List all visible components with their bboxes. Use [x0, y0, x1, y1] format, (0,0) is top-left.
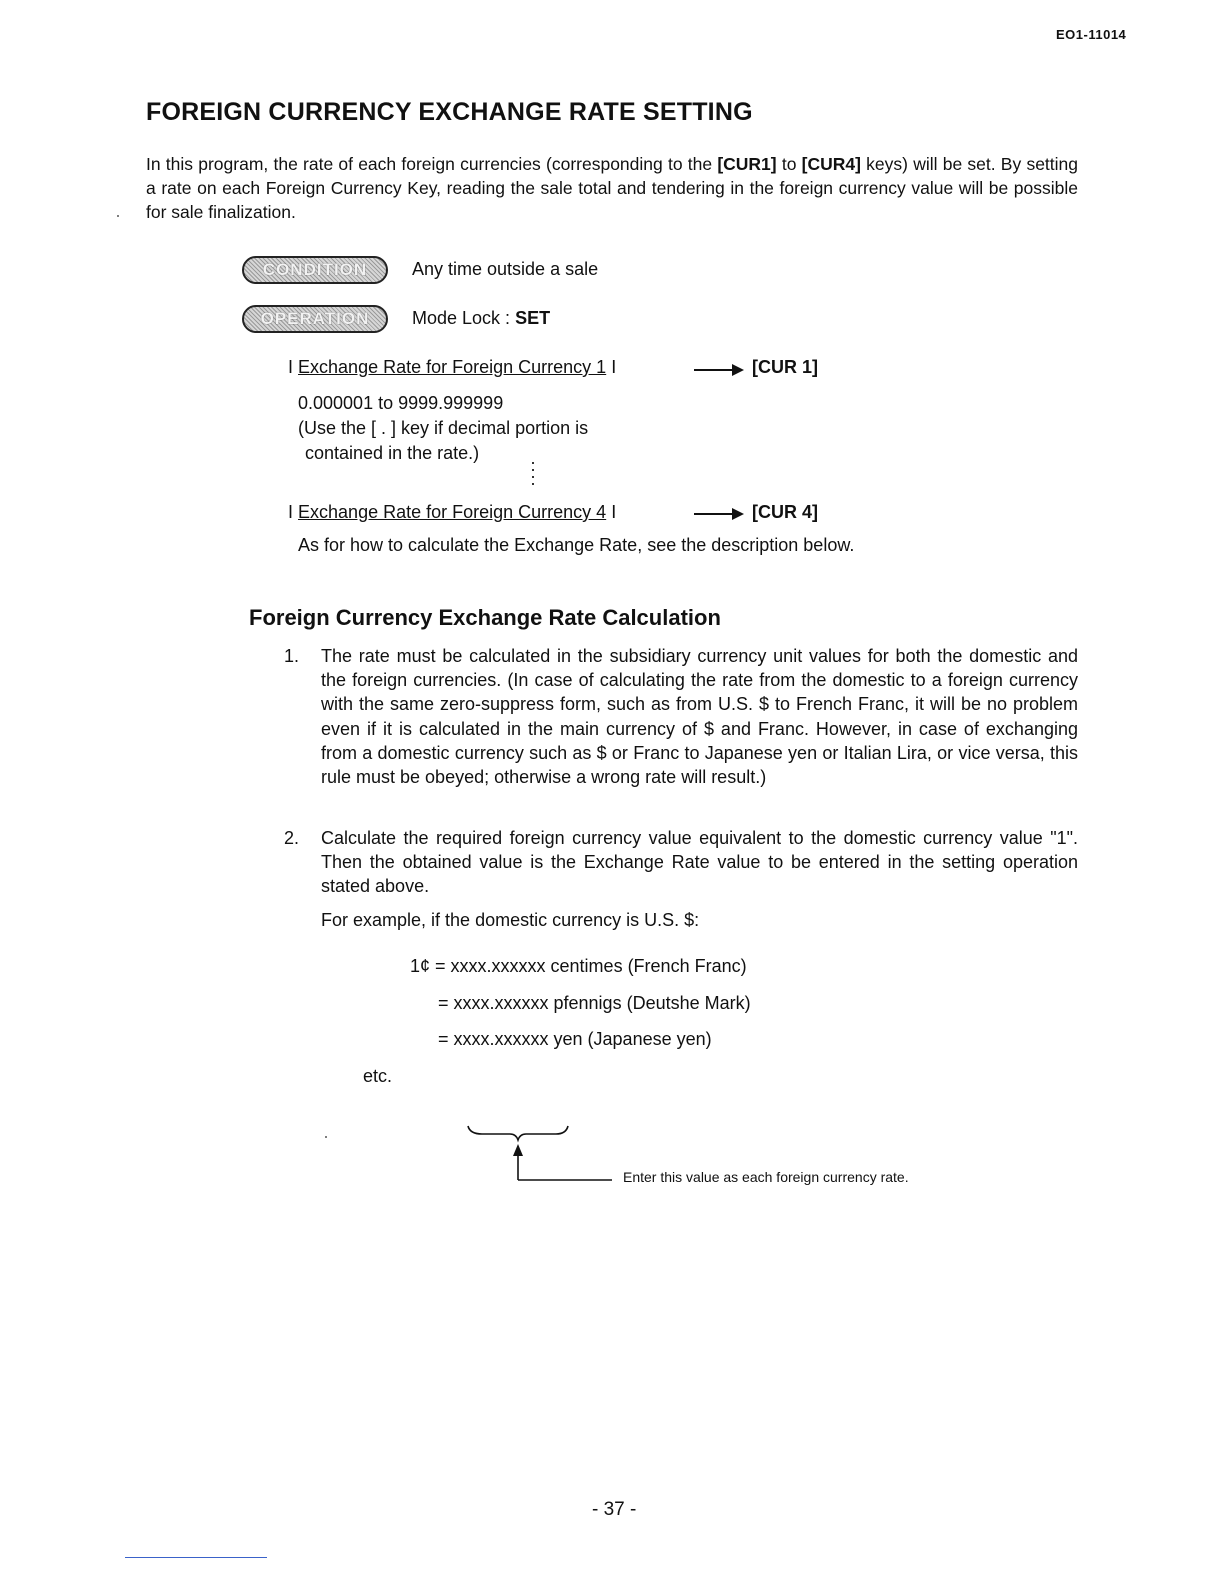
page-title: FOREIGN CURRENCY EXCHANGE RATE SETTING	[146, 98, 753, 126]
decimal-note-line-1: (Use the [ . ] key if decimal portion is	[298, 418, 589, 438]
example-intro: For example, if the domestic currency is U.S. $:	[321, 910, 700, 930]
intro-paragraph	[146, 152, 1078, 224]
etc-text: etc.	[363, 1066, 393, 1086]
list-item-number: 1.	[284, 646, 300, 666]
intro-text-3: keys) will be set. By setting a rate on each Foreign Currency Key, reading the sale total and tendering in the foreign currency value will be possible for sale finalization.	[146, 154, 1079, 222]
step-rate-currency-1	[288, 357, 616, 378]
section-subtitle: Foreign Currency Exchange Rate Calculation	[249, 605, 721, 630]
cur1-key: [CUR 1]	[752, 357, 818, 377]
scan-speck	[325, 1136, 327, 1138]
equation-line-2: = xxxx.xxxxxx pfennigs (Deutshe Mark)	[438, 993, 751, 1013]
cur4-key: [CUR 4]	[752, 502, 818, 522]
cur4-key-ref: [CUR4]	[801, 154, 861, 174]
step-label: Exchange Rate for Foreign Currency 4	[298, 502, 607, 522]
step-bar-right: I	[611, 357, 617, 377]
step-rate-currency-4	[288, 502, 616, 523]
list-item-number: 2.	[284, 828, 300, 848]
list-item	[284, 644, 1078, 789]
footer-rule	[125, 1557, 267, 1558]
cur1-key-ref: [CUR1]	[717, 154, 777, 174]
page-number: - 37 -	[592, 1499, 637, 1520]
equation-line-1: 1¢ = xxxx.xxxxxx centimes (French Franc)	[410, 956, 747, 976]
list-item-text: Calculate the required foreign currency value equivalent to the domestic currency value "1". Then the obtained value is the Exchange Rate value to be entered in the setting operation stated above.	[321, 828, 1078, 897]
enter-value-note: Enter this value as each foreign currency rate.	[623, 1169, 909, 1185]
operation-text	[412, 308, 550, 329]
step-bar-right: I	[611, 502, 617, 522]
see-below-note: As for how to calculate the Exchange Rate, see the description below.	[298, 535, 855, 555]
list-item-text: The rate must be calculated in the subsidiary currency unit values for both the domestic and the foreign currencies. (In case of calculating the rate from the domestic to a foreign currency with the same zero-suppress form, such as from U.S. $ to French Franc, it will be no problem even if it is calculated in the main currency of $ and Franc. However, in case of exchanging from a domestic currency such as $ or Franc to Japanese yen or Italian Lira, or vice versa, this rule must be obeyed; otherwise a wrong rate will result.)	[321, 646, 1078, 788]
decimal-note-line-2: contained in the rate.)	[305, 443, 480, 463]
arrow-icon	[694, 513, 740, 515]
document-code: EO1-11014	[1056, 27, 1127, 42]
vertical-ellipsis-icon	[532, 462, 536, 490]
intro-text-1: In this program, the rate of each foreign currencies (corresponding to the	[146, 154, 718, 174]
scan-speck	[117, 215, 119, 217]
step-label: Exchange Rate for Foreign Currency 1	[298, 357, 607, 377]
equation-line-3: = xxxx.xxxxxx yen (Japanese yen)	[438, 1029, 712, 1049]
rate-range: 0.000001 to 9999.999999	[298, 393, 504, 413]
step-bar-left: I	[288, 502, 294, 522]
mode-lock-value: SET	[515, 308, 551, 328]
list-item	[284, 826, 1078, 899]
arrow-icon	[694, 369, 740, 371]
operation-badge: OPERATION	[242, 305, 388, 333]
condition-badge: CONDITION	[242, 256, 388, 284]
intro-text-2: to	[776, 154, 802, 174]
condition-text: Any time outside a sale	[412, 259, 599, 279]
step-bar-left: I	[288, 357, 294, 377]
rate-range-note	[298, 391, 588, 466]
brace-pointer-icon	[460, 1118, 620, 1188]
mode-lock-label: Mode Lock :	[412, 308, 516, 328]
